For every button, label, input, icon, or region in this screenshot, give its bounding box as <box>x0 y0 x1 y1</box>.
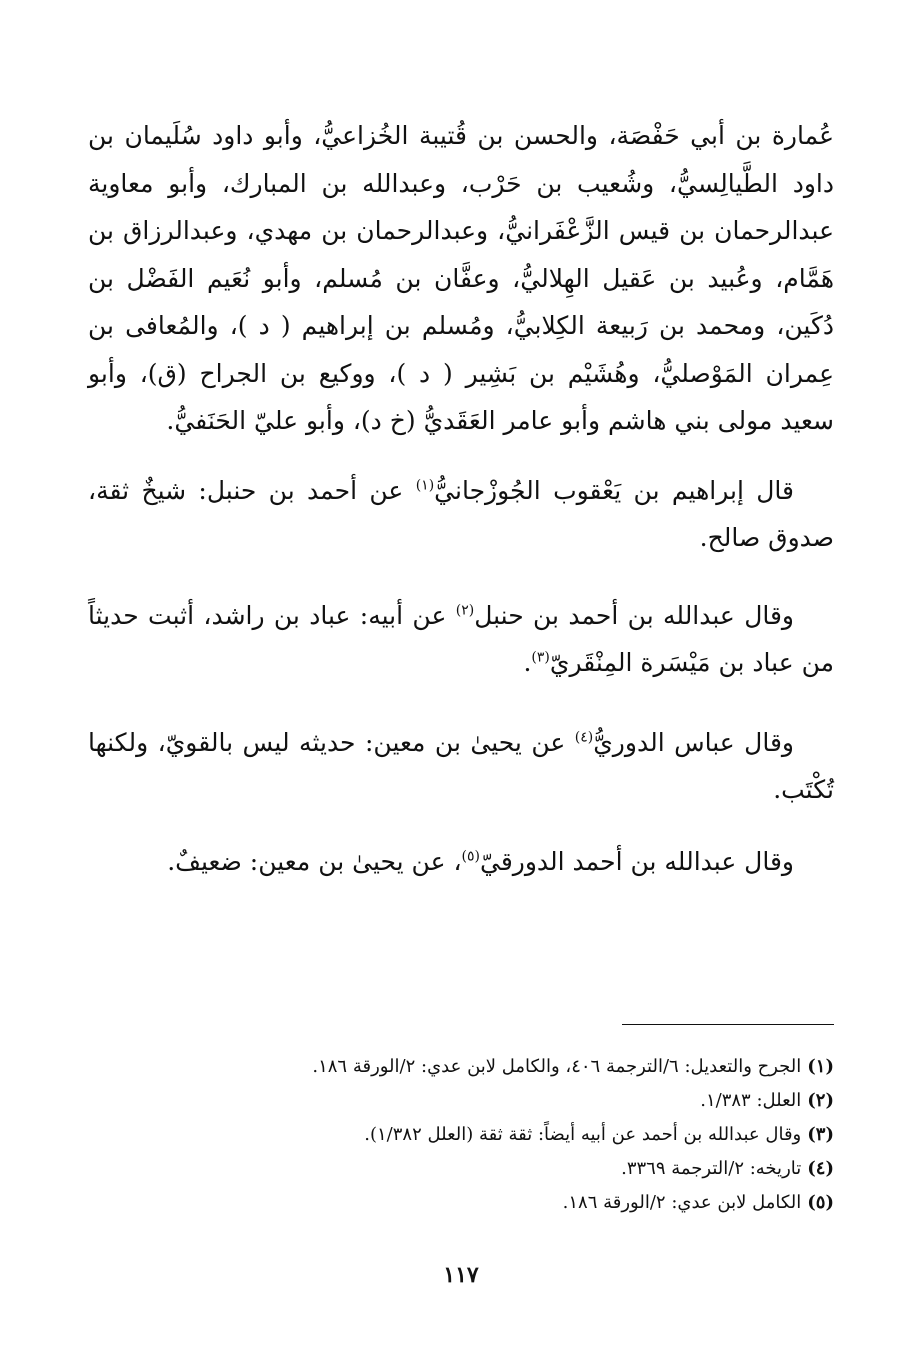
footnote-3 <box>88 1118 834 1152</box>
dawraqi-paragraph <box>88 838 834 886</box>
abdullah-paragraph <box>88 592 834 687</box>
narrators-paragraph <box>88 112 834 445</box>
footnote-text: تاريخه: ٢/الترجمة ٣٣٦٩. <box>621 1158 802 1179</box>
footnote-text: الكامل لابن عدي: ٢/الورقة ١٨٦. <box>562 1192 802 1213</box>
footnote-ref-1[interactable]: (١) <box>415 477 435 494</box>
footnote-text: العلل: ١/٣٨٣. <box>700 1090 802 1111</box>
footnote-ref-2[interactable]: (٢) <box>455 602 475 619</box>
main-text <box>88 112 834 885</box>
footnote-ref-5[interactable]: (٥) <box>461 848 480 865</box>
footnote-divider <box>622 1024 834 1025</box>
paragraph-text: عن أبيه: عباد بن راشد، أثبت حديثاً من عباد بن مَيْسَرة المِنْقَريّ <box>88 600 834 677</box>
footnote-text: وقال عبدالله بن أحمد عن أبيه أيضاً: ثقة ثقة (العلل ١/٣٨٢). <box>364 1124 802 1145</box>
paragraph-text: وقال عبدالله بن أحمد الدورقيّ <box>479 846 794 876</box>
footnote-number: (٤) <box>807 1158 834 1179</box>
paragraph-text: عن أحمد بن حنبل: شيخٌ ثقة، صدوق صالح. <box>88 475 834 552</box>
footnote-number: (٥) <box>807 1192 834 1213</box>
paragraph-text: وقال عبدالله بن أحمد بن حنبل <box>474 600 794 630</box>
jawzajani-paragraph <box>88 467 834 562</box>
narrators-text: عُمارة بن أبي حَفْصَة، والحسن بن قُتيبة الخُزاعيُّ، وأبو داود سُلَيمان بن داود الطَّيالِسيُّ، وشُعيب بن حَرْب، وعبدالله بن المبارك، وأبو معاوية عبدالرحمان بن قيس الزَّعْفَرانيُّ، وعبدالرحمان بن مهدي، وعبدالرزاق بن هَمَّام، وعُبيد بن عَقيل الهِلاليُّ، وعفَّان بن مُسلم، وأبو نُعَيم الفَضْل بن دُكَين، ومحمد بن رَبيعة الكِلابيُّ، ومُسلم بن إبراهيم ( د )، والمُعافى بن عِمران المَوْصليُّ، وهُشَيْم بن بَشِير ( د )، ووكيع بن الجراح (ق)، وأبو سعيد مولى بني هاشم وأبو عامر العَقَديُّ (خ د)، وأبو عليّ الحَنَفيُّ. <box>88 121 834 435</box>
paragraph-text: . <box>523 648 532 677</box>
paragraph-text: ، عن يحيىٰ بن معين: ضعيفٌ. <box>167 846 462 876</box>
paragraph-text: قال إبراهيم بن يَعْقوب الجُوزْجانيُّ <box>434 475 794 505</box>
footnote-ref-4[interactable]: (٤) <box>574 729 594 746</box>
footnote-number: (٢) <box>807 1090 834 1111</box>
footnote-text: الجرح والتعديل: ٦/الترجمة ٤٠٦، والكامل لابن عدي: ٢/الورقة ١٨٦. <box>312 1056 802 1077</box>
footnote-number: (١) <box>807 1056 834 1077</box>
paragraph-text: وقال عباس الدوريُّ <box>593 727 794 757</box>
footnote-2 <box>88 1084 834 1118</box>
footnote-4 <box>88 1152 834 1186</box>
footnote-1 <box>88 1050 834 1084</box>
footnotes <box>88 1050 834 1220</box>
footnote-5 <box>88 1186 834 1220</box>
paragraph-text: عن يحيىٰ بن معين: حديثه ليس بالقويّ، ولكنها تُكْتَب. <box>88 727 834 804</box>
footnote-ref-3[interactable]: (٣) <box>531 649 550 666</box>
footnote-number: (٣) <box>807 1124 834 1145</box>
abbas-paragraph <box>88 719 834 814</box>
page-number: ١١٧ <box>443 1262 479 1288</box>
